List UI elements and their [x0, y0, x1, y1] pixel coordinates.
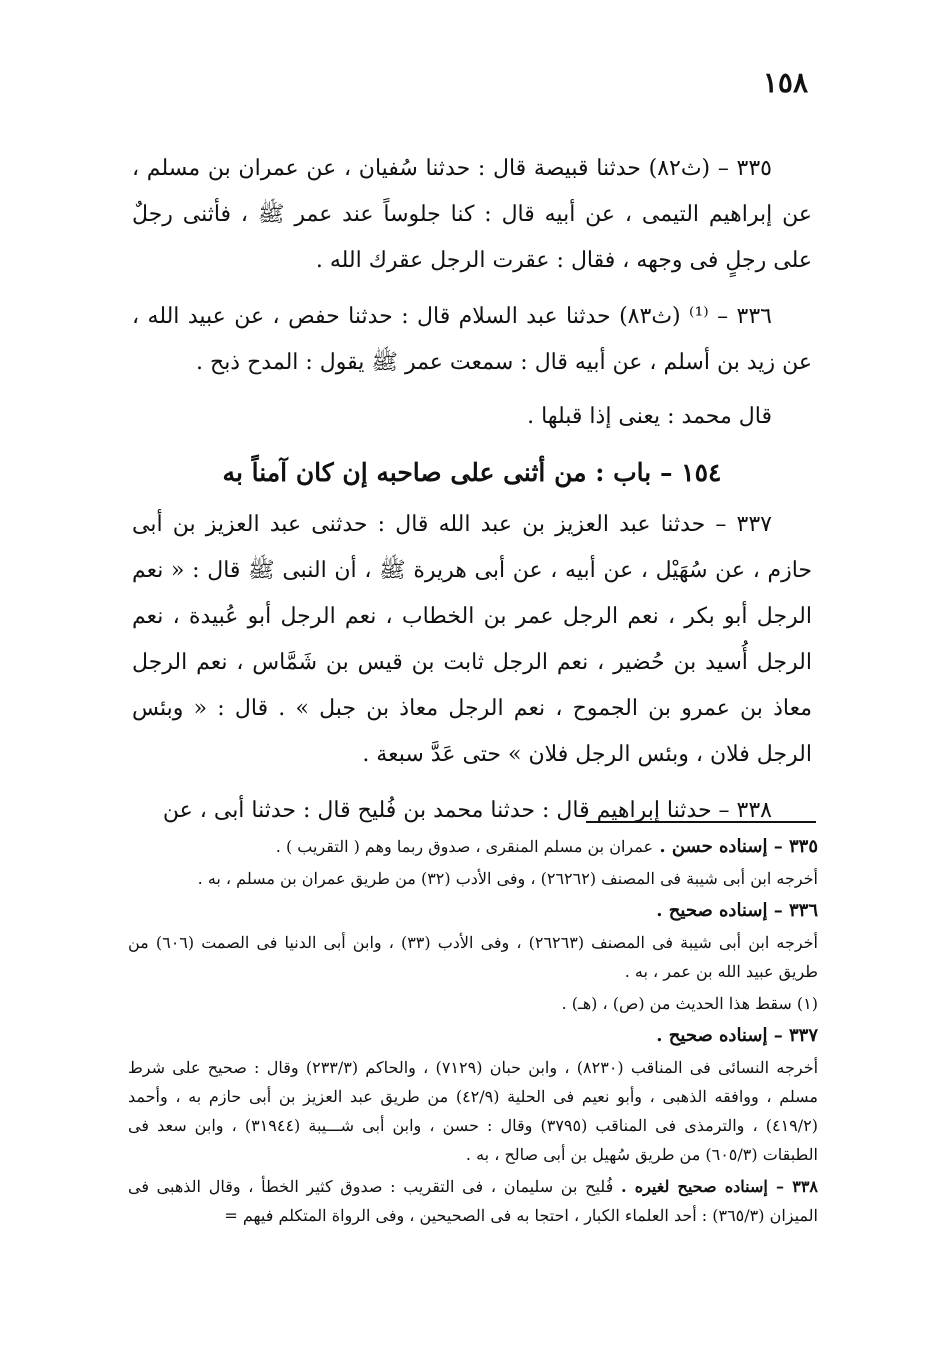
hadith-337: ٣٣٧ – حدثنا عبد العزيز بن عبد الله قال : حدثنى عبد العزيز بن أبى حازم ، عن سُهَيْل ، عن أبيه ، عن أبى هريرة ﷺ ، أن النبى ﷺ قال : « نعم الرجل أبو بكر ، نعم الرجل عمر بن الخطاب ، نعم الرجل أبو عُبيدة ، نعم الرجل أُسيد بن حُضير ، نعم الرجل ثابت بن قيس بن شَمَّاس ، نعم الرجل معاذ بن عمرو بن الجموح ، نعم الرجل معاذ بن جبل » . قال : « وبئس الرجل فلان ، وبئس الرجل فلان » حتى عَدَّ سبعة .	[132, 512, 812, 767]
footnote-338	[128, 1172, 818, 1230]
hadith-336-comment: قال محمد : يعنى إذا قبلها .	[527, 404, 772, 429]
page-number: ١٥٨	[762, 66, 808, 99]
hadith-336: ٣٣٦ – ⁽¹⁾ (ث٨٣) حدثنا عبد السلام قال : حدثنا حفص ، عن عبيد الله ، عن زيد بن أسلم ، عن أبيه قال : سمعت عمر ﷺ يقول : المدح ذبح .	[132, 304, 812, 375]
footnote-336-heading: ٣٣٦ – إسناده صحيح .	[656, 900, 818, 921]
main-text	[132, 146, 812, 842]
footnote-337-heading: ٣٣٧ – إسناده صحيح .	[656, 1025, 818, 1046]
footnote-336-body: أخرجه ابن أبى شيبة فى المصنف (٢٦٢٦٣) ، وفى الأدب (٣٣) ، وابن أبى الدنيا فى الصمت (٦٠٦) من طريق عبيد الله بن عمر ، به .	[128, 933, 819, 981]
hadith-335: ٣٣٥ – (ث٨٢) حدثنا قبيصة قال : حدثنا سُفيان ، عن عمران بن مسلم ، عن إبراهيم التيمى ، عن أبيه قال : كنا جلوساً عند عمر ﷺ ، فأثنى رجلٌ على رجلٍ فى وجهه ، فقال : عقرت الرجل عقرك الله .	[132, 156, 812, 273]
footnote-335-narrator: عمران بن مسلم المنقرى ، صدوق ربما وهم ( التقريب ) .	[275, 837, 654, 856]
hadith-338: ٣٣٨ – حدثنا إبراهيم قال : حدثنا محمد بن فُليح قال : حدثنا أبى ، عن	[162, 798, 772, 823]
footnote-336-note: (١) سقط هذا الحديث من (ص) ، (هـ) .	[561, 994, 818, 1013]
footnote-338-body: فُليح بن سليمان ، فى التقريب : صدوق كثير الخطأ ، وقال الذهبى فى الميزان (٣٦٥/٣) : أحد العلماء الكبار ، احتجا به فى الصحيحين ، وفى الرواة المتكلم فيهم =	[128, 1177, 818, 1225]
footnote-337-body: أخرجه النسائى فى المناقب (٨٢٣٠) ، وابن حبان (٧١٢٩) ، والحاكم (٢٣٣/٣) وقال : صحيح على شرط مسلم ، ووافقه الذهبى ، وأبو نعيم فى الحلية (٤٢/٩) من طريق عبد العزيز بن أبى حازم به ، وأحمد (٤١٩/٢) ، والترمذى فى المناقب (٣٧٩٥) وقال : حسن ، وابن أبى شـــيبة (٣١٩٤٤) ، وابن سعد فى الطبقات (٦٠٥/٣) من طريق سُهيل بن أبى صالح ، به .	[128, 1058, 819, 1164]
footnote-335-body: أخرجه ابن أبى شيبة فى المصنف (٢٦٢٦٢) ، وفى الأدب (٣٢) من طريق عمران بن مسلم ، به .	[197, 869, 818, 888]
footnote-separator	[586, 821, 816, 823]
chapter-heading: ١٥٤ – باب : من أثنى على صاحبه إن كان آمناً به	[222, 458, 722, 487]
footnote-335-heading	[128, 832, 818, 861]
footnotes	[128, 832, 818, 1233]
footnote-335-grade: ٣٣٥ – إسناده حسن .	[659, 836, 818, 857]
footnote-338-grade: ٣٣٨ – إسناده صحيح لغيره .	[620, 1177, 818, 1196]
